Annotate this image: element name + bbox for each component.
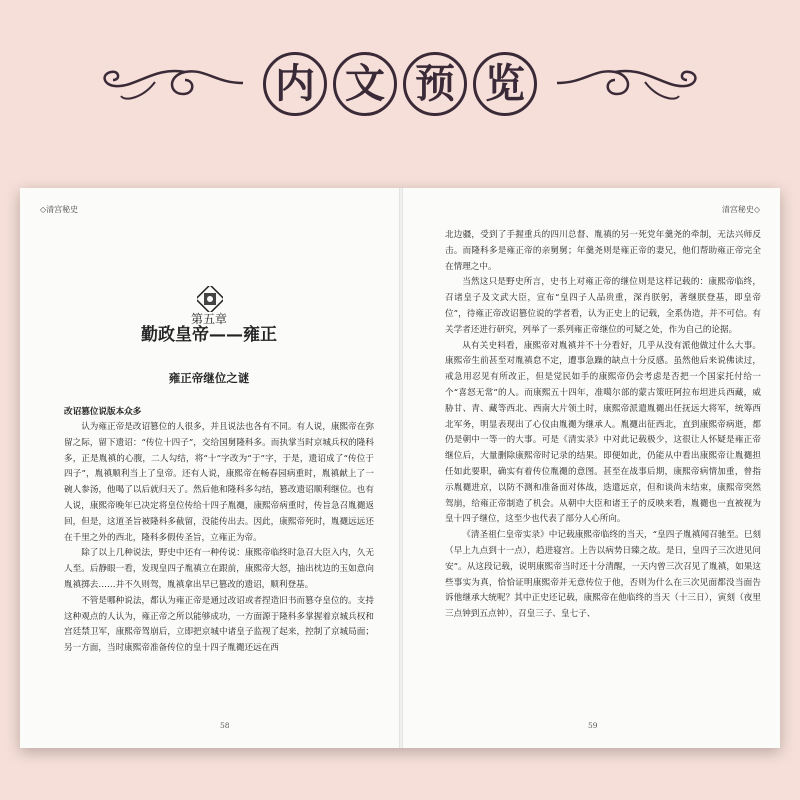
chapter-label: 第五章	[190, 312, 227, 326]
running-head: 清宫秘史◇	[721, 205, 760, 214]
title-char: 预	[403, 52, 467, 116]
paragraph: 认为雍正帝是改诏篡位的人很多，并且说法也各有不同。有人说，康熙帝在弥留之际，留下遗诏：“传位十四子”，交给国舅隆科多。而执掌当时京城兵权的隆科多，正是胤禛的心腹，二人勾结，将“十”字改为“于”字，于是，遗诏成了“传位于四子”，胤禛顺利当上了皇帝。还有人说，康熙帝在畅春园病重时，胤禛献上了一碗人参汤，他喝了以后就归天了。然后他和隆科多勾结，篡改遗诏顺利继位。也有人说，康熙帝晚年已决定将皇位传给十四子胤禵，康熙帝病重时，传旨急召胤禵返回，但是，这道圣旨被隆科多截留，没能传出去。因此，康熙帝死时，胤禵远远还在千里之外的西北，隆科多假传圣旨，立雍正为帝。	[64, 422, 374, 543]
paragraph: 当然这只是野史所言，史书上对雍正帝的继位则是这样记载的：康熙帝临终，召诸皇子及文武大臣，宣布“皇四子人品贵重，深肖朕躬，著继朕登基，即皇帝位”，待雍正帝改诏篡位说的学者看，认为正史上的记载，全系伪造，并不可信。有关学者还进行研究，列举了一系列雍正帝继位的可疑之处，作为自己的论据。	[445, 277, 761, 335]
chapter-title: 勤政皇帝——雍正	[141, 325, 277, 345]
paragraph: 北边疆，受到了手握重兵的四川总督、胤禛的另一死党年羹尧的牵制，无法兴师反击。而隆科多是雍正帝的亲舅舅；年羹尧则是雍正帝的妻兄，他们帮助雍正帝完全在情理之中。	[445, 230, 761, 272]
preview-banner	[0, 0, 800, 170]
chapter-emblem-icon	[197, 286, 223, 312]
right-flourish-ornament	[555, 58, 705, 108]
left-page-body	[64, 420, 374, 657]
section-title: 雍正帝继位之谜	[168, 371, 250, 385]
open-book	[20, 188, 780, 748]
title-char: 览	[473, 52, 537, 116]
page-number: 59	[588, 721, 598, 731]
left-page	[20, 188, 398, 748]
paragraph: 《清圣祖仁皇帝实录》中记载康熙帝临终的当天，“皇四子胤禛闻召驰至。巳刻（早上九点到十一点），趋进寝宫。上告以病势日臻之故。是日，皇四子三次进见问安”。从这段记载，说明康熙帝当时还十分清醒，一天内曾三次召见了胤禛，如果这些事实为真，恰恰证明康熙帝并无意传位于他，否则为什么在三次见面都没当面告诉他继承大统呢？其中正史还记载，康熙帝在他临终的当天（十三日），寅刻（夜里三点钟到五点钟），召皇三子、皇七子、	[445, 530, 761, 620]
paragraph: 从有关史料看，康熙帝对胤禛并不十分看好，几乎从没有派他做过什么大事。康熙帝生前甚至对胤禛怠不定，遭事急躁的缺点十分反感。虽然他后来说佛读过，戒急用忍见有所改正，但是觉民如手的康熙帝仍会考虑是否把一个国家托付给一个“喜怒无常”的人。而康熙五十四年，准噶尔部的蒙古策旺阿拉布坦进兵西藏，威胁甘、青、藏等西北、西南大片领土时，康熙帝派遣胤禵出任抚远大将军，统筹西北军务，明显表现出了心仪由胤禵为继承人。胤禵出征西北，直到康熙帝病逝，都仍是朝中一等一的大事。可是《清实录》中对此记载极少，这很让人怀疑是雍正帝继位后，大量删除康熙帝时记录的结果。即便如此，仍能从中看出康熙帝让胤禵担任如此要职，确实有着传位胤禵的意图。甚至在战事后期，康熙帝病情加重，曾指示胤禵进京，以防不测和准备面对体战，迭遣远京，但和谈尚未结束，康熙帝突然驾崩，给雍正帝制造了机会。从朝中大臣和诸王子的反映来看，胤禵也一直被视为皇十四子继位，这至少也代表了部分人心所向。	[445, 340, 761, 525]
section-subhead: 改诏篡位说版本众多	[64, 407, 142, 417]
right-page-body	[445, 228, 761, 623]
paragraph: 除了以上几种说法，野史中还有一种传说：康熙帝临终时急召大臣入内，久无人至。后静眼一看，发现皇四子胤禛立在跟前，康熙帝大怒，抽出枕边的玉如意向胤禛掷去……并不久则驾，胤禛拿出早已篡改的遗诏，顺利登基。	[64, 548, 374, 590]
title-char: 内	[263, 52, 327, 116]
paragraph: 不管是哪种说法，都认为雍正帝是通过改诏或者捏造旧书而篡夺皇位的。支持这种观点的人认为，雍正帝之所以能够成功，一方面源于隆科多掌握着京城兵权和宫廷禁卫军，康熙帝驾崩后，立即把京城中诸皇子监视了起来，控制了京城局面；另一方面，当时康熙帝准备传位的皇十四子胤禵还远在西	[64, 595, 374, 654]
title-char: 文	[333, 52, 397, 116]
right-page	[403, 188, 780, 748]
page-number: 58	[220, 721, 230, 731]
running-head: ◇清宫秘史	[40, 205, 79, 214]
